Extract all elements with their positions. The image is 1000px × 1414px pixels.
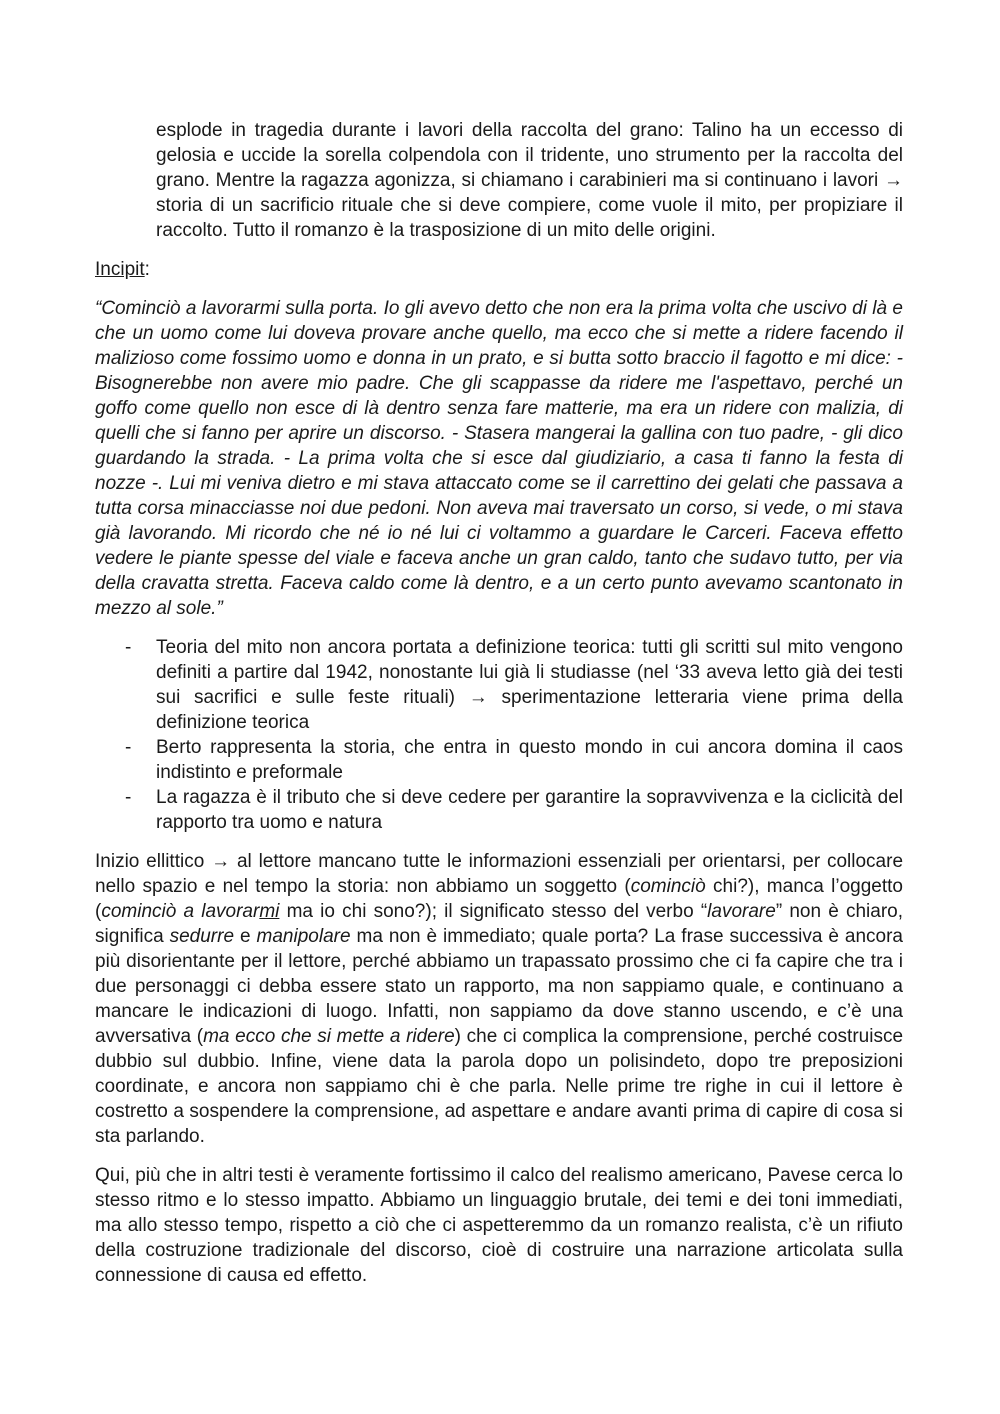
analysis-text: al lettore mancano tutte le informazioni essenziali per orientarsi, per collocare nello spazio e nel tempo la storia: non abbiamo un soggetto ( [95, 851, 904, 897]
arrow-icon: → [468, 687, 488, 708]
analysis-italic-part: cominciò a lavorar [101, 901, 260, 922]
analysis-paragraph [95, 849, 903, 1149]
document-page [95, 118, 903, 1288]
analysis-text: ” non è chiaro, significa [95, 901, 904, 947]
incipit-heading [95, 257, 903, 282]
dash-bullet: - [125, 787, 132, 808]
analysis-text: chi?), manca l’oggetto ( [95, 876, 903, 922]
analysis-italic: lavorare [707, 901, 776, 922]
intro-paragraph [95, 118, 903, 243]
analysis-text: Inizio ellittico [95, 851, 205, 872]
bullet-text: Teoria del mito non ancora portata a definizione teorica: tutti gli scritti sul mito vengono definiti a partire dal 1942, nonostante lui già li studiasse (nel ‘33 aveva letto già dei testi sui sacrifici e sulle feste rituali) [156, 637, 903, 708]
final-paragraph: Qui, più che in altri testi è veramente fortissimo il calco del realismo americano, Pavese cerca lo stesso ritmo e lo stesso impatto. Abbiamo un linguaggio brutale, dei temi e dei toni immediati, ma allo stesso tempo, rispetto a ciò che ci aspetteremmo da un romanzo realista, c’è un rifiuto della costruzione tradizionale del discorso, cioè di costruire una narrazione articolata sulla connessione di causa ed effetto. [95, 1165, 903, 1286]
dash-bullet: - [125, 637, 132, 658]
intro-text-after-arrow: storia di un sacrificio rituale che si deve compiere, come vuole il mito, per propiziare il raccolto. Tutto il romanzo è la trasposizione di un mito delle origini. [156, 195, 903, 241]
incipit-colon: : [144, 259, 150, 280]
analysis-italic: cominciò [630, 876, 706, 897]
bullet-text: Berto rappresenta la storia, che entra in questo mondo in cui ancora domina il caos indistinto e preformale [156, 737, 903, 783]
arrow-icon: → [884, 170, 903, 191]
incipit-label: Incipit [95, 259, 145, 280]
analysis-italic-underlined: mi [259, 901, 280, 922]
incipit-quote: “Cominciò a lavorarmi sulla porta. Io gli avevo detto che non era la prima volta che uscivo di là e che un uomo come lui doveva provare anche quello, ma ecco che si mette a ridere facendo il malizioso come fossimo uomo e donna in un prato, e si butta sotto braccio il fagotto e mi dice: - Bisognerebbe non avere mio padre. Che gli scappasse da ridere me l'aspettavo, perché un goffo come quello non esce di là dentro senza fare matterie, ma era un ridere con malizia, di quelli che si fanno per aprire un discorso. - Stasera mangerai la gallina con tuo padre, - gli dico guardando la strada. - La prima volta che si esce dal giudiziario, a casa ti fanno la festa di nozze -. Lui mi veniva dietro e mi stava attaccato come se il carrettino dei gelati che passava a tutta corsa minacciasse noi due pedoni. Non aveva mai traversato un corso, si vede, o mi stava già lavorando. Mi ricordo che né io né lui ci voltammo a guardare le Carceri. Faceva effetto vedere le piante spesse del viale e faceva anche un gran caldo, tanto che sudavo tutto, per via della cravatta stretta. Faceva caldo come là dentro, e a un certo punto avevamo scantonato in mezzo al sole.” [95, 298, 903, 619]
analysis-text: ma io chi sono?); il significato stesso del verbo “ [279, 901, 708, 922]
analysis-text: ma non è immediato; quale porta? La frase successiva è ancora più disorientante per il lettore, perché abbiamo un trapassato prossimo che ci fa capire che tra i due personaggi ci debba essere stato un rapporto, ma non sappiamo quale, e continuano a mancare le indicazioni di luogo. Infatti, non sappiamo da dove stanno uscendo, e c’è una avversativa ( [95, 926, 904, 1047]
analysis-italic: sedurre [169, 926, 235, 947]
analysis-text: e [234, 926, 257, 947]
list-item [95, 635, 903, 735]
analysis-italic: manipolare [256, 926, 351, 947]
list-item [95, 735, 903, 785]
dash-bullet: - [125, 737, 132, 758]
bullet-text: sperimentazione letteraria viene prima della definizione teorica [156, 687, 903, 733]
analysis-italic [101, 901, 279, 922]
arrow-icon: → [211, 851, 231, 872]
bullet-text: La ragazza è il tributo che si deve cedere per garantire la sopravvivenza e la ciclicità del rapporto tra uomo e natura [156, 787, 903, 833]
intro-text-before-arrow: esplode in tragedia durante i lavori della raccolta del grano: Talino ha un eccesso di gelosia e uccide la sorella colpendola con il tridente, uno strumento per la raccolta del grano. Mentre la ragazza agonizza, si chiamano i carabinieri ma si continuano i lavori [156, 120, 903, 191]
list-item [95, 785, 903, 835]
analysis-text: ) che ci complica la comprensione, perché costruisce dubbio sul dubbio. Infine, viene data la parola dopo un polisindeto, dopo tre preposizioni coordinate, e ancora non sappiamo chi è che parla. Nelle prime tre righe in cui il lettore è costretto a sospendere la comprensione, ad aspettare e andare avanti prima di capire di cosa si sta parlando. [95, 1026, 904, 1147]
bullet-list [95, 635, 903, 835]
analysis-italic: ma ecco che si mette a ridere [203, 1026, 455, 1047]
